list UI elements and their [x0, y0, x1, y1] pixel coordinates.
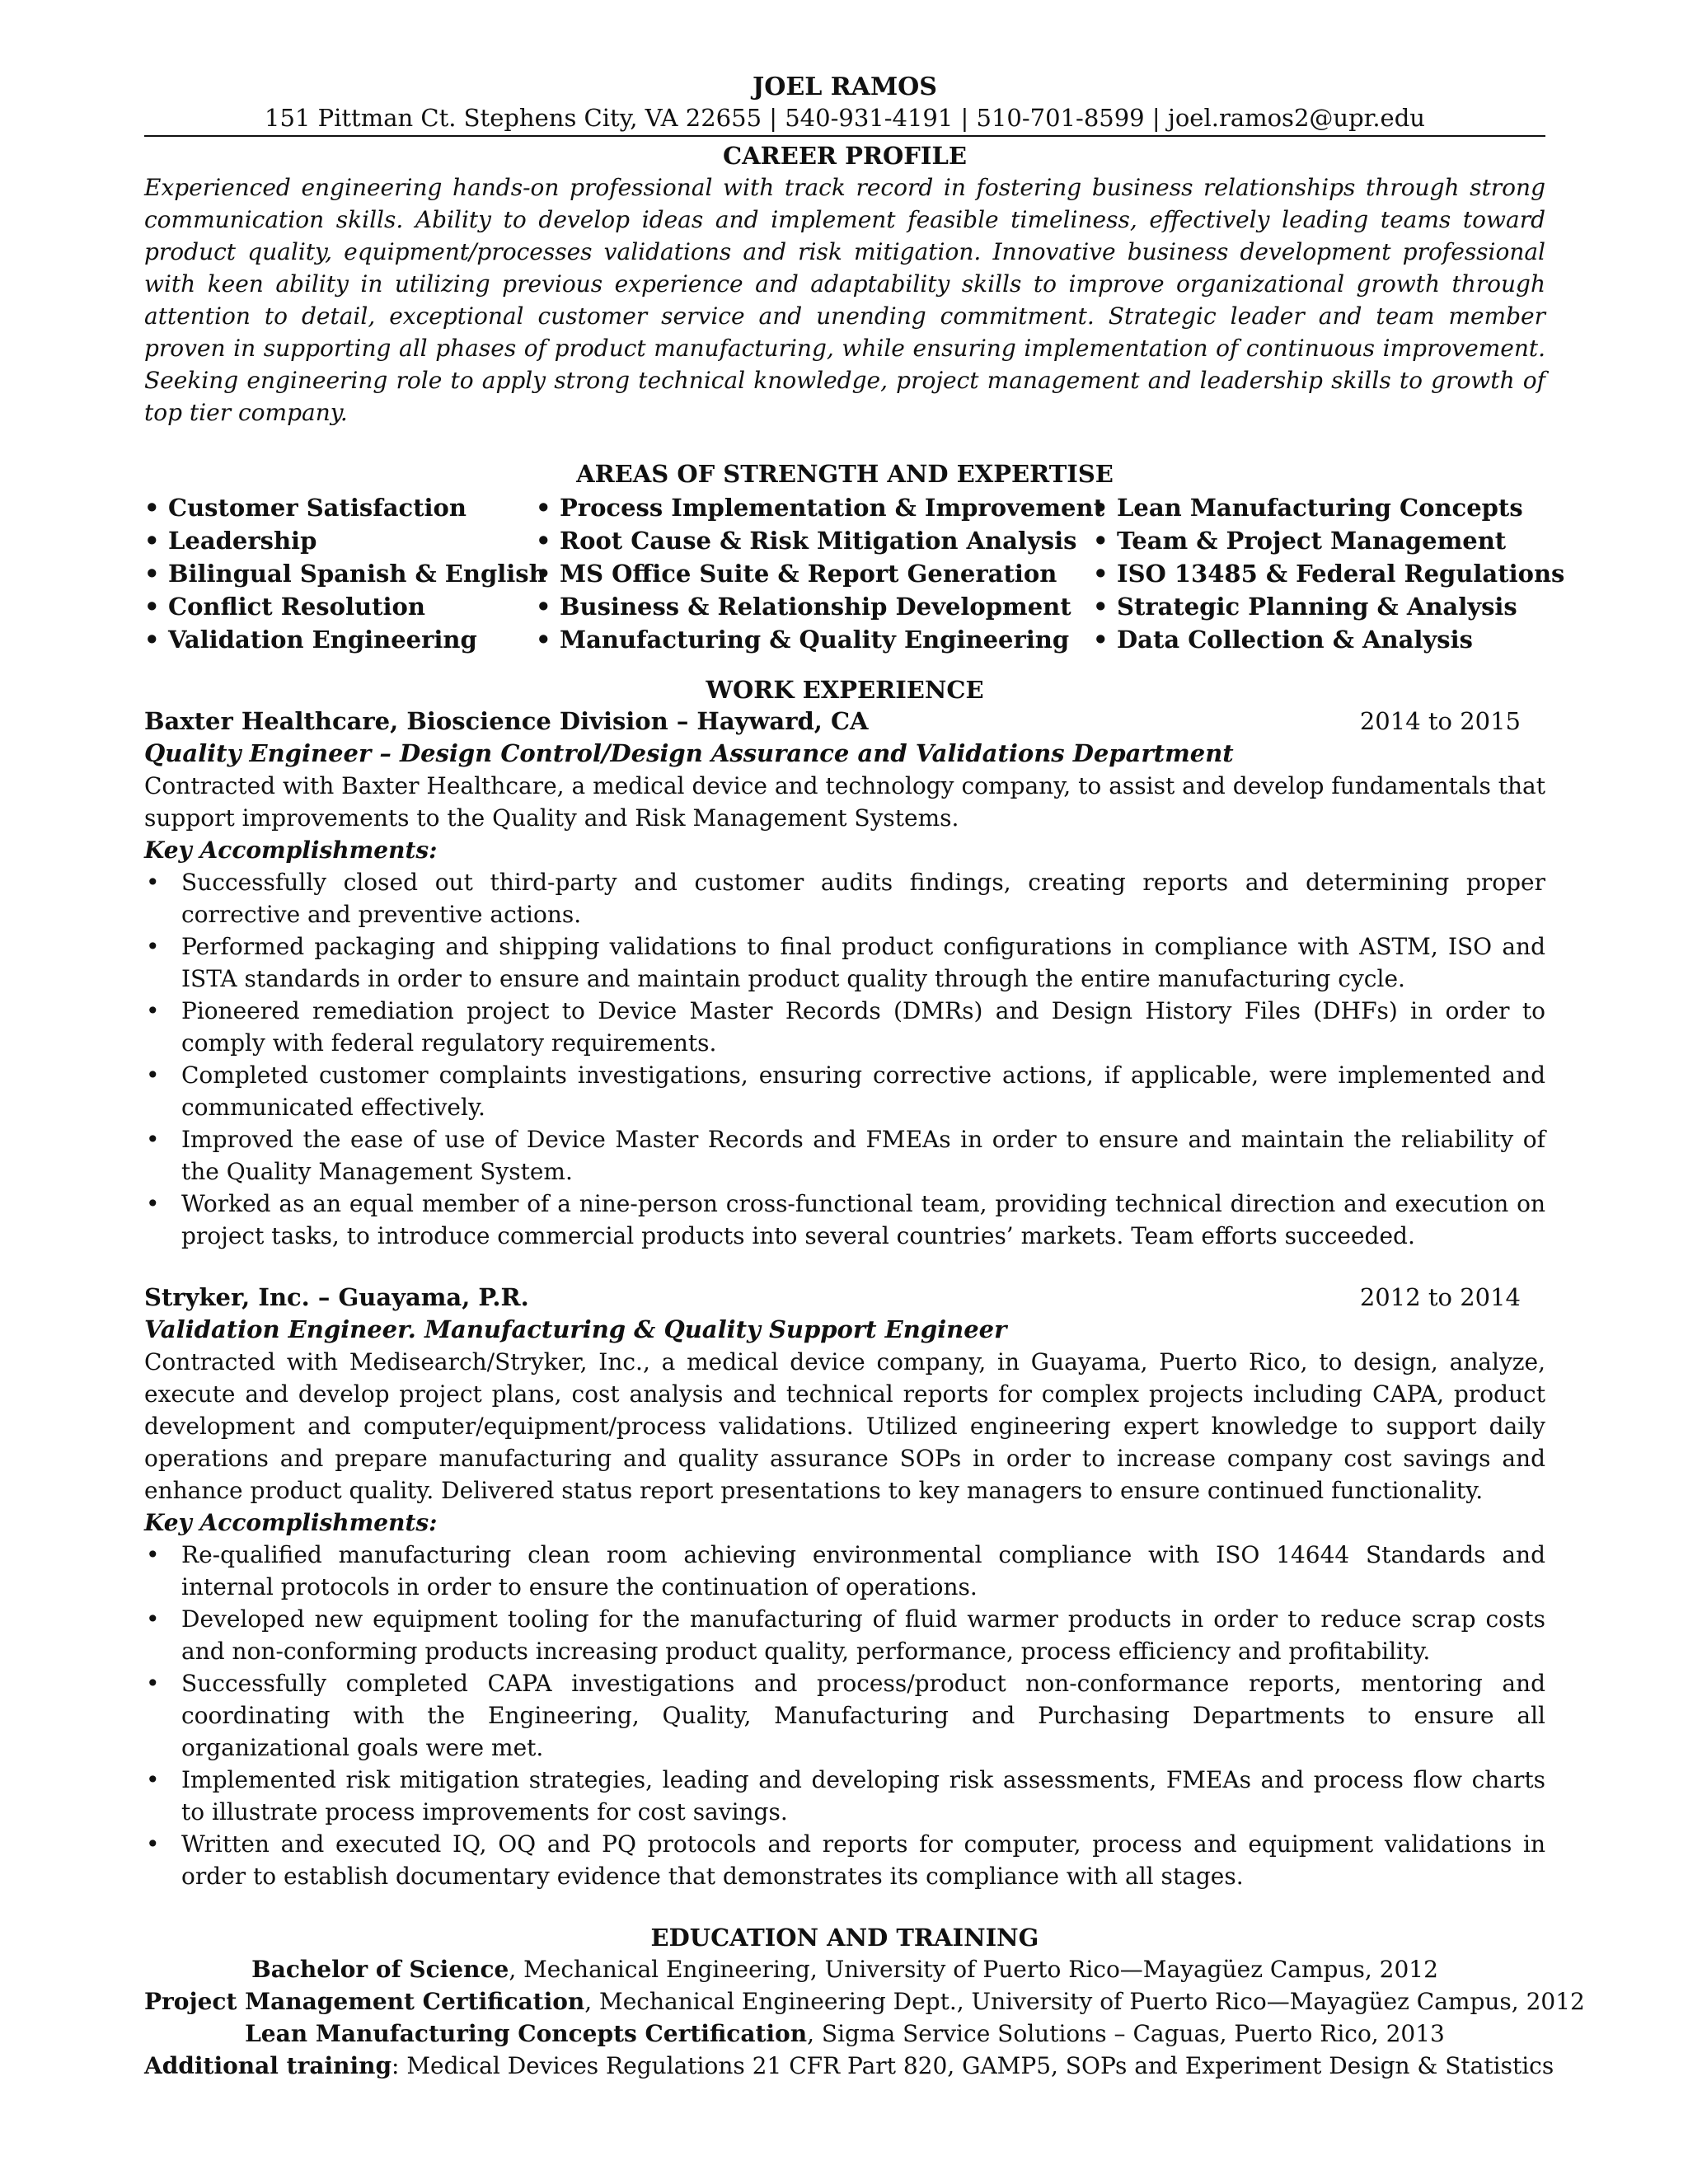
credential: Additional training [144, 2052, 392, 2079]
strength-item: • Lean Manufacturing Concepts [1093, 491, 1554, 524]
job-description: Contracted with Medisearch/Stryker, Inc., a medical device company, in Guayama, Puerto Rico, to design, analyze, execute and develop project plans, cost analysis and technical reports for complex projects including CAPA, product development and computer/equipment/process validations. Utilized engineering expert knowledge to support daily operations and prepare manufacturing and quality assurance SOPs in order to increase company cost savings and enhance product quality. Delivered status report presentations to key managers to ensure continued functionality. [144, 1348, 1545, 1504]
job-header [144, 705, 1545, 738]
career-profile-heading: CAREER PROFILE [723, 142, 967, 170]
accomplishment-item: • Re-qualified manufacturing clean room achieving environmental compliance with ISO 14644 Standards and internal protocols in order to ensure the continuation of operations. [144, 1539, 1545, 1603]
credential-details: , Mechanical Engineering, University of Puerto Rico—Mayagüez Campus, 2012 [509, 1956, 1438, 1983]
accomplishment-item: • Implemented risk mitigation strategies, leading and developing risk assessments, FMEAs and process flow charts to illustrate process improvements for cost savings. [144, 1764, 1545, 1828]
accomplishment-item: • Worked as an equal member of a nine-person cross-functional team, providing technical direction and execution on project tasks, to introduce commercial products into several countries’ markets. Team efforts succeeded. [144, 1188, 1545, 1252]
job-entry-baxter [144, 705, 1545, 1252]
strength-item: • Root Cause & Risk Mitigation Analysis [536, 524, 1093, 557]
accomplishment-item: • Improved the ease of use of Device Master Records and FMEAs in order to ensure and maintain the reliability of the Quality Management System. [144, 1123, 1545, 1188]
key-accomplishments-label: Key Accomplishments: [144, 1509, 438, 1536]
strength-item: • Process Implementation & Improvement [536, 491, 1093, 524]
key-accomplishments-label: Key Accomplishments: [144, 837, 438, 864]
strength-item: • ISO 13485 & Federal Regulations [1093, 557, 1554, 590]
strength-item: • Business & Relationship Development [536, 590, 1093, 623]
accomplishment-list [144, 866, 1545, 1252]
strengths-column-1 [144, 491, 546, 656]
education-entry [144, 2018, 1545, 2050]
strength-item: • Manufacturing & Quality Engineering [536, 623, 1093, 656]
strength-item: • MS Office Suite & Report Generation [536, 557, 1093, 590]
accomplishment-list [144, 1539, 1545, 1892]
contact-line: 151 Pittman Ct. Stephens City, VA 22655 | 540-931-4191 | 510-701-8599 | joel.ramos2@upr.edu [265, 104, 1425, 132]
accomplishment-item: • Successfully closed out third-party and customer audits findings, creating reports and determining proper corrective and preventive actions. [144, 866, 1545, 930]
accomplishment-item: • Written and executed IQ, OQ and PQ protocols and reports for computer, process and equipment validations in order to establish documentary evidence that demonstrates its compliance with all stages. [144, 1828, 1545, 1892]
candidate-name: JOEL RAMOS [753, 73, 937, 101]
credential: Project Management Certification [144, 1988, 585, 2015]
job-title: Validation Engineer. Manufacturing & Quality Support Engineer [144, 1315, 1007, 1343]
strengths-heading: AREAS OF STRENGTH AND EXPERTISE [576, 460, 1114, 488]
work-experience-heading: WORK EXPERIENCE [706, 676, 984, 704]
strength-item: • Conflict Resolution [144, 590, 536, 623]
strengths-grid [144, 491, 1565, 656]
education-heading: EDUCATION AND TRAINING [650, 1924, 1039, 1952]
strengths-column-3 [1093, 491, 1565, 656]
header-divider [144, 135, 1545, 137]
accomplishment-item: • Developed new equipment tooling for the manufacturing of fluid warmer products in order to reduce scrap costs and non-conforming products increasing product quality, performance, process efficiency and profitability. [144, 1603, 1545, 1667]
education-entry [144, 1953, 1545, 1985]
resume-page [144, 73, 1585, 2082]
credential: Lean Manufacturing Concepts Certification [245, 2020, 808, 2047]
accomplishment-item: • Successfully completed CAPA investigations and process/product non-conformance reports, mentoring and coordinating with the Engineering, Quality, Manufacturing and Purchasing Departments to ensure all organizational goals were met. [144, 1667, 1545, 1764]
employer-name: Baxter Healthcare, Bioscience Division – Hayward, CA [144, 707, 869, 735]
job-dates: 2014 to 2015 [1359, 707, 1521, 735]
employer-name: Stryker, Inc. – Guayama, P.R. [144, 1283, 529, 1311]
credential: Bachelor of Science [251, 1956, 509, 1983]
credential-details: , Mechanical Engineering Dept., University of Puerto Rico—Mayagüez Campus, 2012 [584, 1988, 1585, 2015]
career-profile-text: Experienced engineering hands-on professional with track record in fostering business relationships through strong communication skills. Ability to develop ideas and implement feasible timeliness, effectively leading teams toward product quality, equipment/processes validations and risk mitigation. Innovative business development professional with keen ability in utilizing previous experience and adaptability skills to improve organizational growth through attention to detail, exceptional customer service and unending commitment. Strategic leader and team member proven in supporting all phases of product manufacturing, while ensuring implementation of continuous improvement. Seeking engineering role to apply strong technical knowledge, project management and leadership skills to growth of top tier company. [144, 174, 1545, 426]
credential-details: , Sigma Service Solutions – Caguas, Puerto Rico, 2013 [807, 2020, 1445, 2047]
job-entry-stryker [144, 1282, 1545, 1892]
credential-details: : Medical Devices Regulations 21 CFR Part 820, GAMP5, SOPs and Experiment Design & Statistics [392, 2052, 1554, 2079]
job-title: Quality Engineer – Design Control/Design Assurance and Validations Department [144, 739, 1234, 767]
strength-item: • Strategic Planning & Analysis [1093, 590, 1554, 623]
job-header [144, 1282, 1545, 1314]
job-dates: 2012 to 2014 [1359, 1283, 1521, 1311]
strength-item: • Bilingual Spanish & English [144, 557, 536, 590]
strength-item: • Team & Project Management [1093, 524, 1554, 557]
accomplishment-item: • Pioneered remediation project to Device Master Records (DMRs) and Design History Files (DHFs) in order to comply with federal regulatory requirements. [144, 995, 1545, 1059]
job-description: Contracted with Baxter Healthcare, a medical device and technology company, to assist and develop fundamentals that support improvements to the Quality and Risk Management Systems. [144, 772, 1545, 832]
strength-item: • Validation Engineering [144, 623, 536, 656]
education-entry [144, 2050, 1554, 2082]
strength-item: • Leadership [144, 524, 536, 557]
accomplishment-item: • Performed packaging and shipping validations to final product configurations in compliance with ASTM, ISO and ISTA standards in order to ensure and maintain product quality through the entire manufacturing cycle. [144, 930, 1545, 995]
strength-item: • Data Collection & Analysis [1093, 623, 1554, 656]
strength-item: • Customer Satisfaction [144, 491, 536, 524]
education-entry [144, 1985, 1585, 2018]
accomplishment-item: • Completed customer complaints investigations, ensuring corrective actions, if applicable, were implemented and communicated effectively. [144, 1059, 1545, 1123]
strengths-column-2 [536, 491, 1104, 656]
